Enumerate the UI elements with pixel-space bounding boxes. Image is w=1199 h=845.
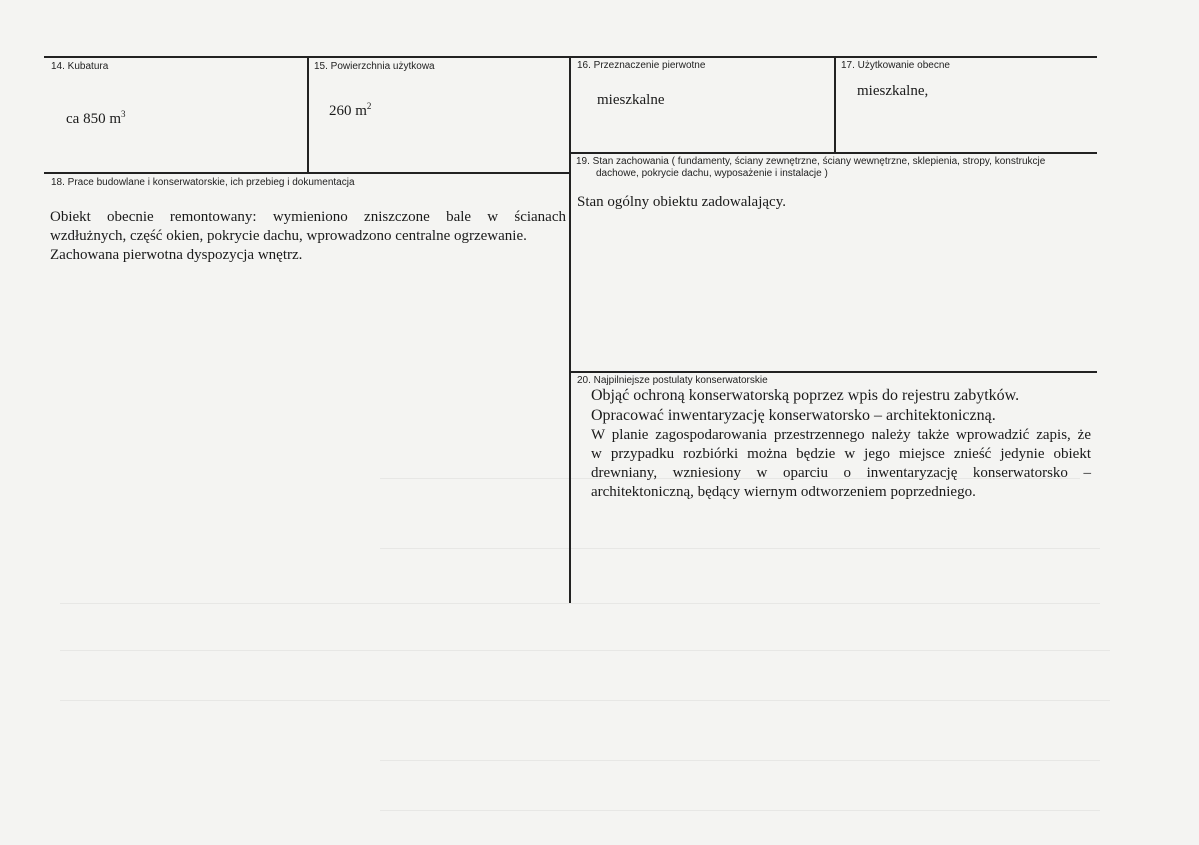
kubatura-label: 14. Kubatura <box>51 61 109 72</box>
stan-zachowania-value: Stan ogólny obiektu zadowalający. <box>577 194 786 210</box>
prace-budowlane-text <box>50 208 566 265</box>
powierzchnia-value <box>329 102 371 121</box>
rule-below-14-15 <box>44 172 570 174</box>
divider-main <box>569 56 571 603</box>
postulaty-para-line-2: w przypadku rozbiórki można będzie w jego miejsce znieść jedynie obiekt <box>591 446 1091 462</box>
rule-above-20 <box>569 371 1097 373</box>
postulaty-para-line-1: W planie zagospodarowania przestrzennego należy także wprowadzić zapis, że <box>591 427 1091 443</box>
prace-line-3: Zachowana pierwotna dyspozycja wnętrz. <box>50 247 303 263</box>
postulaty-line-2: Opracować inwentaryzację konserwatorsko – architektoniczną. <box>591 407 996 424</box>
przeznaczenie-value: mieszkalne <box>597 92 665 108</box>
postulaty-paragraph <box>591 426 1091 502</box>
top-rule <box>44 56 1097 58</box>
uzytkowanie-label: 17. Użytkowanie obecne <box>841 60 950 71</box>
powierzchnia-label: 15. Powierzchnia użytkowa <box>314 61 435 72</box>
przeznaczenie-label: 16. Przeznaczenie pierwotne <box>577 60 706 71</box>
powierzchnia-value-text: 260 m <box>329 103 367 119</box>
divider-14-15 <box>307 56 309 172</box>
stan-zachowania-label-line1: 19. Stan zachowania ( fundamenty, ściany zewnętrzne, ściany wewnętrzne, sklepienia, stropy, konstrukcje <box>576 156 1046 167</box>
uzytkowanie-value: mieszkalne, <box>857 83 929 99</box>
kubatura-value-text: ca 850 m <box>66 111 121 127</box>
postulaty-para-line-4: architektoniczną, będący wiernym odtworzeniem poprzedniego. <box>591 484 976 500</box>
postulaty-line-1: Objąć ochroną konserwatorską poprzez wpis do rejestru zabytków. <box>591 387 1020 404</box>
postulaty-para-line-3: drewniany, wzniesiony w oparciu o inwentaryzację konserwatorsko – <box>591 465 1091 481</box>
divider-16-17 <box>834 56 836 152</box>
postulaty-label: 20. Najpilniejsze postulaty konserwatorskie <box>577 375 768 386</box>
stan-zachowania-label-line2: dachowe, pokrycie dachu, wyposażenie i instalacje ) <box>596 168 828 179</box>
prace-budowlane-label: 18. Prace budowlane i konserwatorskie, ich przebieg i dokumentacja <box>51 177 355 188</box>
prace-line-1: Obiekt obecnie remontowany: wymieniono zniszczone bale w ścianach <box>50 209 566 225</box>
prace-line-2: wzdłużnych, część okien, pokrycie dachu, wprowadzono centralne ogrzewanie. <box>50 228 527 244</box>
kubatura-value <box>66 110 125 129</box>
rule-below-16-17 <box>569 152 1097 154</box>
powierzchnia-unit-exponent: 2 <box>366 101 372 111</box>
kubatura-unit-exponent: 3 <box>120 109 126 119</box>
